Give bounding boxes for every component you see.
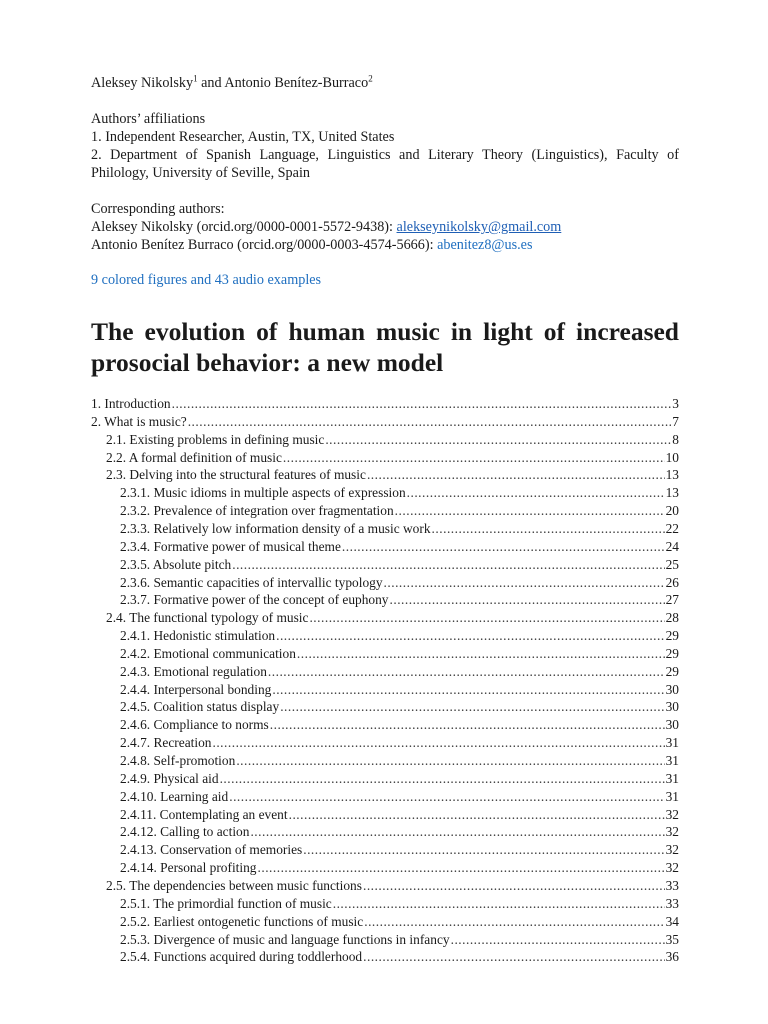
toc-entry-page-number: 8 — [672, 431, 679, 447]
toc-entry[interactable] — [120, 627, 679, 645]
toc-entry-page-number: 7 — [672, 413, 679, 429]
toc-entry-page-number: 13 — [665, 485, 679, 501]
toc-entry-label: 2.4.12. Calling to action — [120, 824, 250, 840]
toc-entry-page-number: 29 — [665, 645, 679, 661]
toc-entry[interactable] — [91, 413, 679, 431]
toc-entry-page-number: 30 — [665, 717, 679, 733]
toc-entry-label: 2.3.6. Semantic capacities of intervallic typology — [120, 574, 383, 590]
toc-entry-label: 2.5.1. The primordial function of music — [120, 895, 332, 911]
toc-leader-dots — [407, 484, 665, 502]
toc-entry-label: 2.4.7. Recreation — [120, 735, 212, 751]
toc-entry[interactable] — [120, 734, 679, 752]
corresponding-author-2 — [91, 236, 532, 254]
toc-entry[interactable] — [91, 395, 679, 413]
toc-entry-page-number: 32 — [665, 806, 679, 822]
toc-entry[interactable] — [120, 752, 679, 770]
toc-entry-label: 2.4. The functional typology of music — [106, 610, 309, 626]
toc-entry[interactable] — [120, 948, 679, 966]
toc-entry[interactable] — [120, 484, 679, 502]
toc-entry[interactable] — [120, 663, 679, 681]
corresponding-heading: Corresponding authors: — [91, 201, 225, 217]
author-2: Antonio Benítez-Burraco — [224, 75, 369, 91]
toc-entry[interactable] — [106, 877, 679, 895]
toc-entry-page-number: 32 — [665, 842, 679, 858]
toc-entry-page-number: 25 — [665, 556, 679, 572]
toc-entry-page-number: 22 — [665, 520, 679, 536]
toc-leader-dots — [451, 931, 665, 949]
toc-entry-page-number: 20 — [665, 503, 679, 519]
toc-entry-page-number: 32 — [665, 824, 679, 840]
toc-entry-page-number: 35 — [665, 931, 679, 947]
toc-leader-dots — [363, 877, 665, 895]
toc-entry-label: 2.4.1. Hedonistic stimulation — [120, 628, 276, 644]
toc-entry-page-number: 24 — [665, 538, 679, 554]
toc-leader-dots — [250, 823, 664, 841]
toc-leader-dots — [432, 520, 665, 538]
author-2-affil-mark: 2 — [368, 73, 373, 84]
paper-title-line-2: prosocial behavior: a new model — [91, 348, 444, 377]
toc-entry[interactable] — [120, 841, 679, 859]
toc-leader-dots — [283, 449, 665, 467]
toc-leader-dots — [172, 395, 672, 413]
paper-title-line-1: The evolution of human music in light of increased — [91, 317, 679, 346]
toc-entry-label: 2.5.3. Divergence of music and language functions in infancy — [120, 931, 450, 947]
toc-entry[interactable] — [120, 502, 679, 520]
toc-entry-label: 2. What is music? — [91, 413, 187, 429]
toc-entry[interactable] — [120, 591, 679, 609]
toc-entry-label: 2.4.8. Self-promotion — [120, 753, 236, 768]
toc-entry[interactable] — [120, 770, 679, 788]
email-link-benitez[interactable]: abenitez8@us.es — [437, 237, 533, 253]
toc-entry-label: 2.4.10. Learning aid — [120, 788, 229, 804]
toc-entry-label: 2.4.4. Interpersonal bonding — [120, 681, 272, 697]
toc-leader-dots — [342, 538, 665, 556]
toc-leader-dots — [390, 591, 665, 609]
toc-entry-label: 2.3.7. Formative power of the concept of euphony — [120, 592, 389, 608]
toc-entry-label: 1. Introduction — [91, 396, 171, 411]
toc-leader-dots — [325, 431, 671, 449]
corresponding-author-1-text: Aleksey Nikolsky (orcid.org/0000-0001-5572-9438): — [91, 219, 397, 235]
toc-entry-page-number: 33 — [665, 895, 679, 911]
toc-entry-page-number: 26 — [665, 574, 679, 590]
toc-entry-label: 2.4.5. Coalition status display — [120, 699, 280, 715]
toc-entry-label: 2.4.13. Conservation of memories — [120, 842, 303, 858]
toc-leader-dots — [272, 681, 664, 699]
toc-entry-page-number: 34 — [665, 913, 679, 929]
toc-entry[interactable] — [120, 806, 679, 824]
toc-leader-dots — [212, 734, 664, 752]
toc-entry[interactable] — [120, 895, 679, 913]
corresponding-author-1 — [91, 218, 561, 236]
toc-leader-dots — [303, 841, 664, 859]
toc-entry[interactable] — [106, 431, 679, 449]
toc-entry-label: 2.4.14. Personal profiting — [120, 860, 257, 876]
toc-leader-dots — [280, 698, 664, 716]
toc-entry[interactable] — [120, 859, 679, 877]
authors-connector: and — [197, 75, 225, 91]
toc-leader-dots — [289, 806, 665, 824]
toc-leader-dots — [297, 645, 665, 663]
toc-leader-dots — [232, 556, 664, 574]
toc-entry[interactable] — [120, 556, 679, 574]
toc-entry-page-number: 28 — [665, 610, 679, 626]
toc-entry-page-number: 31 — [665, 735, 679, 751]
toc-entry-page-number: 29 — [665, 663, 679, 679]
toc-entry-page-number: 13 — [665, 467, 679, 483]
email-link-nikolsky[interactable]: alekseynikolsky@gmail.com — [396, 219, 562, 235]
toc-entry-page-number: 3 — [672, 396, 679, 411]
toc-entry-label: 2.4.6. Compliance to norms — [120, 717, 269, 733]
toc-entry-page-number: 27 — [665, 592, 679, 608]
authors-line — [91, 74, 373, 92]
author-1: Aleksey Nikolsky — [91, 75, 194, 91]
toc-entry[interactable] — [120, 520, 679, 538]
toc-entry-page-number: 36 — [665, 949, 679, 965]
toc-entry-label: 2.5.2. Earliest ontogenetic functions of music — [120, 913, 364, 929]
toc-entry-label: 2.4.11. Contemplating an event — [120, 806, 288, 822]
toc-entry[interactable] — [106, 466, 679, 484]
affiliation-1: 1. Independent Researcher, Austin, TX, United States — [91, 129, 395, 145]
toc-entry[interactable] — [120, 681, 679, 699]
toc-leader-dots — [220, 770, 665, 788]
toc-entry[interactable] — [120, 574, 679, 592]
paper-title — [91, 316, 679, 378]
toc-entry-page-number: 30 — [665, 699, 679, 715]
toc-entry[interactable] — [120, 823, 679, 841]
toc-entry-label: 2.4.9. Physical aid — [120, 770, 219, 786]
toc-entry-label: 2.5. The dependencies between music functions — [106, 877, 362, 893]
toc-entry-label: 2.3.4. Formative power of musical theme — [120, 538, 341, 554]
toc-entry-label: 2.4.2. Emotional communication — [120, 645, 296, 661]
corresponding-author-2-text: Antonio Benítez Burraco (orcid.org/0000-0003-4574-5666): — [91, 237, 438, 253]
toc-leader-dots — [276, 627, 665, 645]
toc-leader-dots — [333, 895, 665, 913]
toc-entry[interactable] — [120, 645, 679, 663]
toc-leader-dots — [309, 609, 664, 627]
toc-entry-label: 2.2. A formal definition of music — [106, 449, 282, 465]
toc-entry-page-number: 29 — [665, 628, 679, 644]
toc-entry[interactable] — [120, 538, 679, 556]
toc-entry-label: 2.1. Existing problems in defining music — [106, 431, 325, 447]
author-1-affil-mark: 1 — [193, 73, 198, 84]
toc-entry-page-number: 31 — [665, 788, 679, 804]
toc-entry-page-number: 33 — [665, 877, 679, 893]
toc-entry-label: 2.3.1. Music idioms in multiple aspects of expression — [120, 485, 406, 501]
toc-entry[interactable] — [120, 716, 679, 734]
affiliations-heading: Authors’ affiliations — [91, 111, 206, 127]
toc-entry[interactable] — [120, 931, 679, 949]
toc-entry-page-number: 30 — [665, 681, 679, 697]
affiliation-2-line-2: Philology, University of Seville, Spain — [91, 165, 310, 181]
toc-entry[interactable] — [120, 788, 679, 806]
toc-leader-dots — [363, 948, 664, 966]
toc-leader-dots — [367, 466, 665, 484]
toc-leader-dots — [236, 752, 664, 770]
affiliation-2-line-1: 2. Department of Spanish Language, Linguistics and Literary Theory (Linguistics), Faculty of — [91, 147, 679, 163]
figures-audio-note: 9 colored figures and 43 audio examples — [91, 272, 322, 288]
toc-leader-dots — [395, 502, 665, 520]
toc-entry-label: 2.3.5. Absolute pitch — [120, 556, 232, 572]
toc-entry[interactable] — [120, 698, 679, 716]
toc-entry-label: 2.3. Delving into the structural features of music — [106, 467, 366, 483]
toc-leader-dots — [229, 788, 664, 806]
toc-entry-label: 2.5.4. Functions acquired during toddlerhood — [120, 949, 363, 965]
toc-entry[interactable] — [106, 449, 679, 467]
toc-entry-page-number: 10 — [665, 449, 679, 465]
toc-leader-dots — [384, 574, 665, 592]
toc-leader-dots — [270, 716, 665, 734]
toc-leader-dots — [364, 913, 664, 931]
toc-entry-page-number: 31 — [665, 770, 679, 786]
toc-entry[interactable] — [120, 913, 679, 931]
toc-entry-label: 2.3.3. Relatively low information density of a music work — [120, 520, 431, 536]
toc-leader-dots — [258, 859, 665, 877]
toc-leader-dots — [188, 413, 672, 431]
toc-leader-dots — [268, 663, 665, 681]
toc-entry[interactable] — [106, 609, 679, 627]
toc-entry-label: 2.4.3. Emotional regulation — [120, 663, 267, 679]
toc-entry-page-number: 31 — [665, 753, 679, 768]
toc-entry-label: 2.3.2. Prevalence of integration over fragmentation — [120, 503, 394, 519]
toc-entry-page-number: 32 — [665, 860, 679, 876]
